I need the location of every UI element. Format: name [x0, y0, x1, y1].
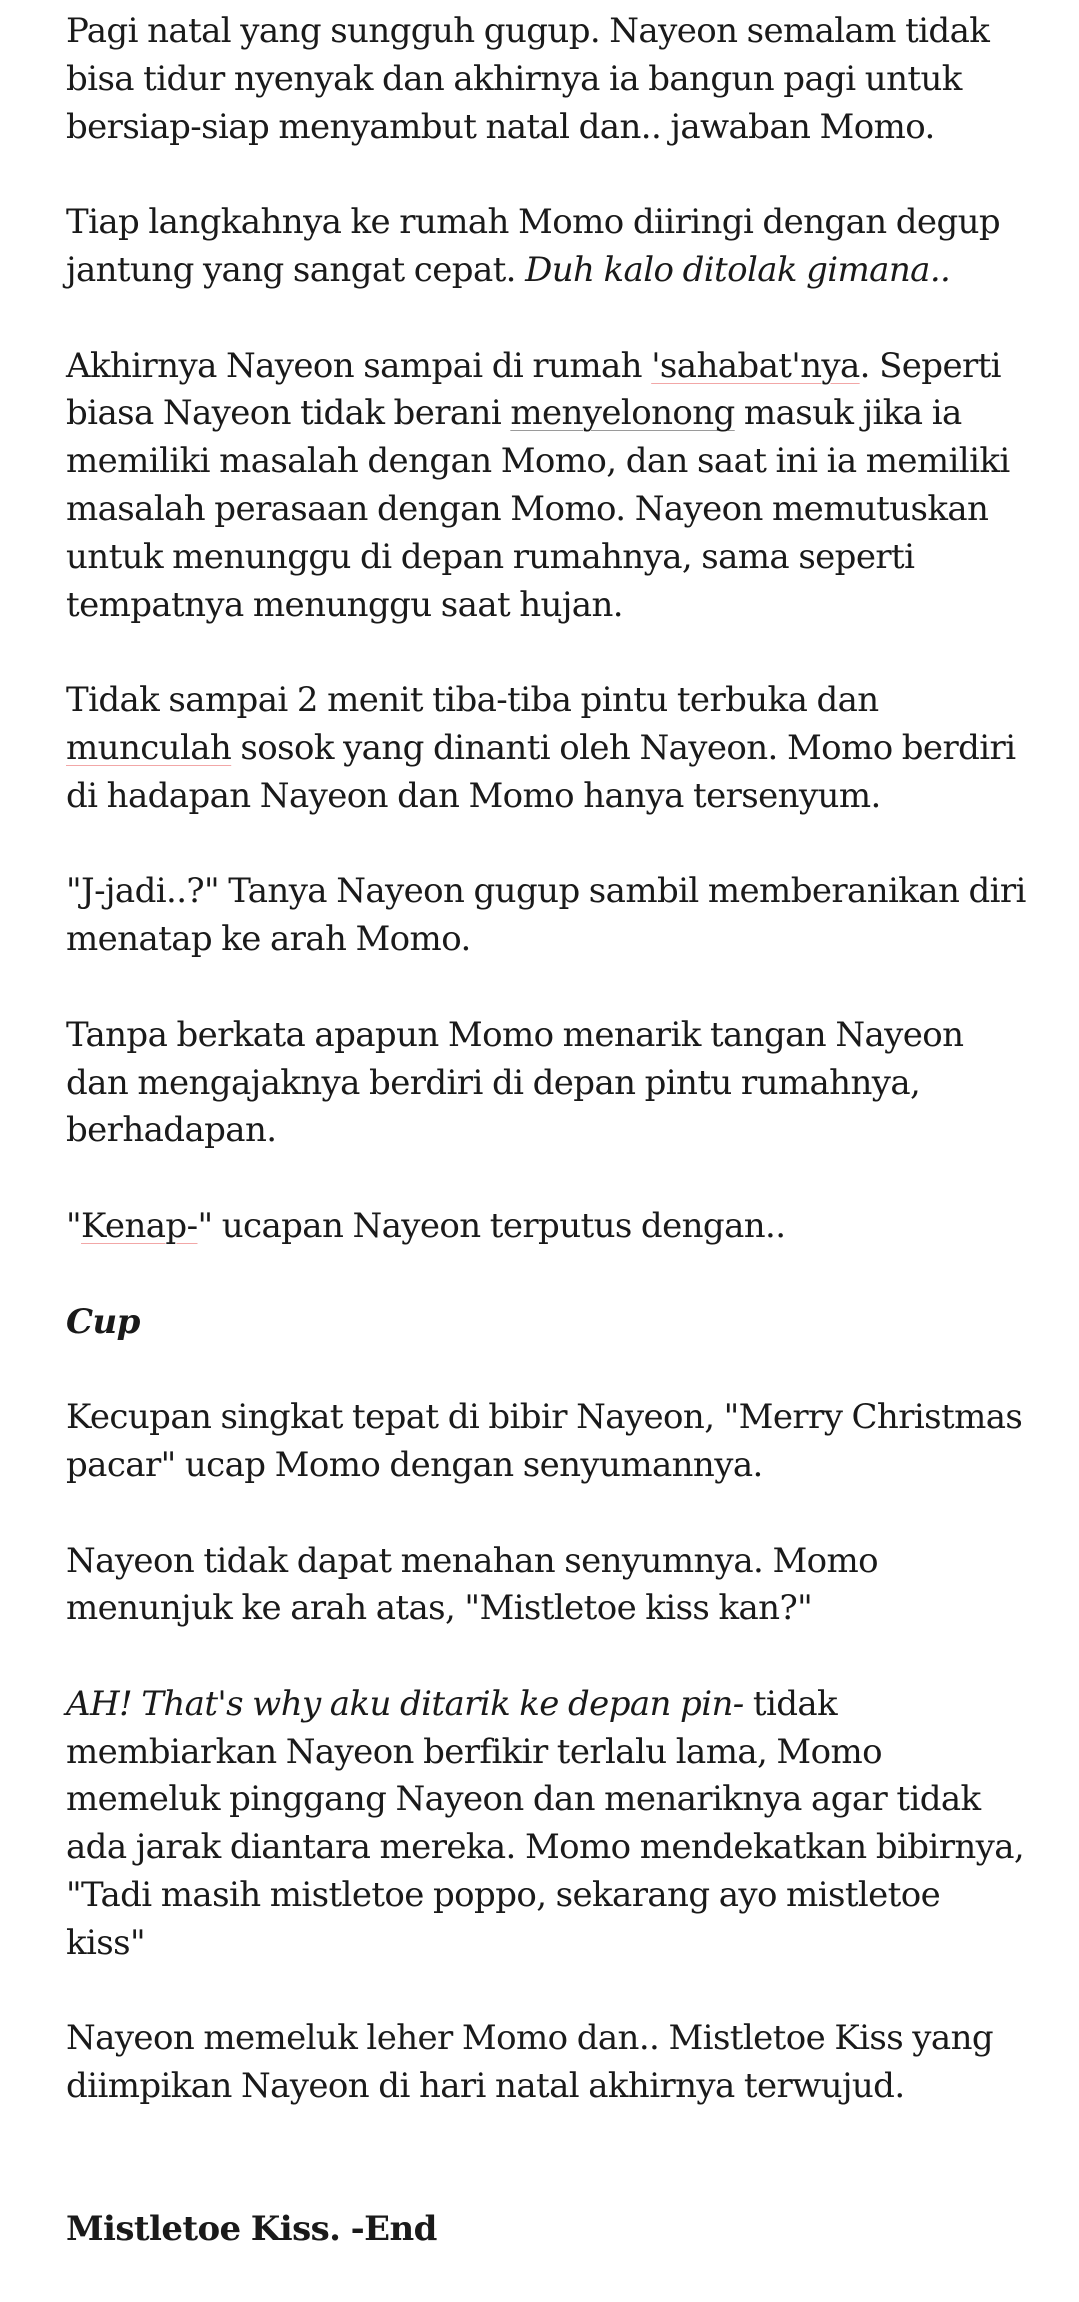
paragraph-embrace-text: tidak membiarkan Nayeon berfikir terlalu lama, Momo memeluk pinggang Nayeon dan menariknya agar tidak ada jarak diantara mereka. Momo mendekatkan bibirnya, "Tadi masih mistletoe poppo, sekarang ayo mistletoe kiss" [66, 1683, 1025, 1963]
spellcheck-word-sahabat: 'sahabat'nya [651, 345, 860, 386]
story-body [66, 0, 1026, 2302]
inner-thought-italic: Duh kalo ditolak gimana.. [525, 249, 951, 290]
spellcheck-word-menyelonong: menyelonong [510, 393, 735, 434]
paragraph-morning: Pagi natal yang sungguh gugup. Nayeon semalam tidak bisa tidur nyenyak dan akhirnya ia bangun pagi untuk bersiap-siap menyambut natal dan.. jawaban Momo. [66, 11, 990, 147]
paragraph-walk-text: Tiap langkahnya ke rumah Momo diiringi dengan degup jantung yang sangat cepat. [66, 202, 1001, 290]
paragraph-arrival [66, 343, 1026, 630]
paragraph-arrival-text-2: . Seperti biasa Nayeon tidak berani [66, 345, 1001, 434]
paragraph-walk [66, 199, 1026, 295]
paragraph-mistletoe-question: Nayeon tidak dapat menahan senyumnya. Momo menunjuk ke arah atas, "Mistletoe kiss kan?" [66, 1540, 879, 1629]
paragraph-ending: Nayeon memeluk leher Momo dan.. Mistletoe Kiss yang diimpikan Nayeon di hari natal akhirnya terwujud. [66, 2018, 994, 2107]
paragraph-question: "J-jadi..?" Tanya Nayeon gugup sambil memberanikan diri menatap ke arah Momo. [66, 871, 1026, 960]
paragraph-arrival-text-1: Akhirnya Nayeon sampai di rumah [66, 345, 652, 386]
paragraph-door-opens [66, 677, 1026, 820]
paragraph-arrival-text-3: masuk jika ia memiliki masalah dengan Momo, dan saat ini ia memiliki masalah perasaan dengan Momo. Nayeon memutuskan untuk menunggu di depan rumahnya, sama seperti tempatnya menunggu saat hujan. [66, 393, 1010, 625]
spellcheck-word-munculah: munculah [66, 727, 232, 768]
spellcheck-word-kenap: Kenap- [81, 1205, 198, 1246]
paragraph-door-text-1: Tidak sampai 2 menit tiba-tiba pintu terbuka dan [66, 680, 879, 721]
paragraph-door-text-2: sosok yang dinanti oleh Nayeon. Momo berdiri di hadapan Nayeon dan Momo hanya tersenyum. [66, 727, 1016, 816]
sound-effect-cup: Cup [66, 1301, 140, 1342]
end-title: Mistletoe Kiss. -End [66, 2209, 437, 2250]
paragraph-pull-hand: Tanpa berkata apapun Momo menarik tangan Nayeon dan mengajaknya berdiri di depan pintu rumahnya, berhadapan. [66, 1014, 964, 1151]
paragraph-kiss: Kecupan singkat tepat di bibir Nayeon, "Merry Christmas pacar" ucap Momo dengan senyumannya. [66, 1397, 1023, 1485]
quote-open: " [66, 1205, 82, 1246]
paragraph-interrupted-text: " ucapan Nayeon terputus dengan.. [197, 1205, 786, 1246]
paragraph-interrupted [66, 1203, 1026, 1251]
inner-thought-italic-2: AH! That's why aku ditarik ke depan pin- [66, 1683, 744, 1724]
paragraph-embrace [66, 1681, 1026, 1968]
